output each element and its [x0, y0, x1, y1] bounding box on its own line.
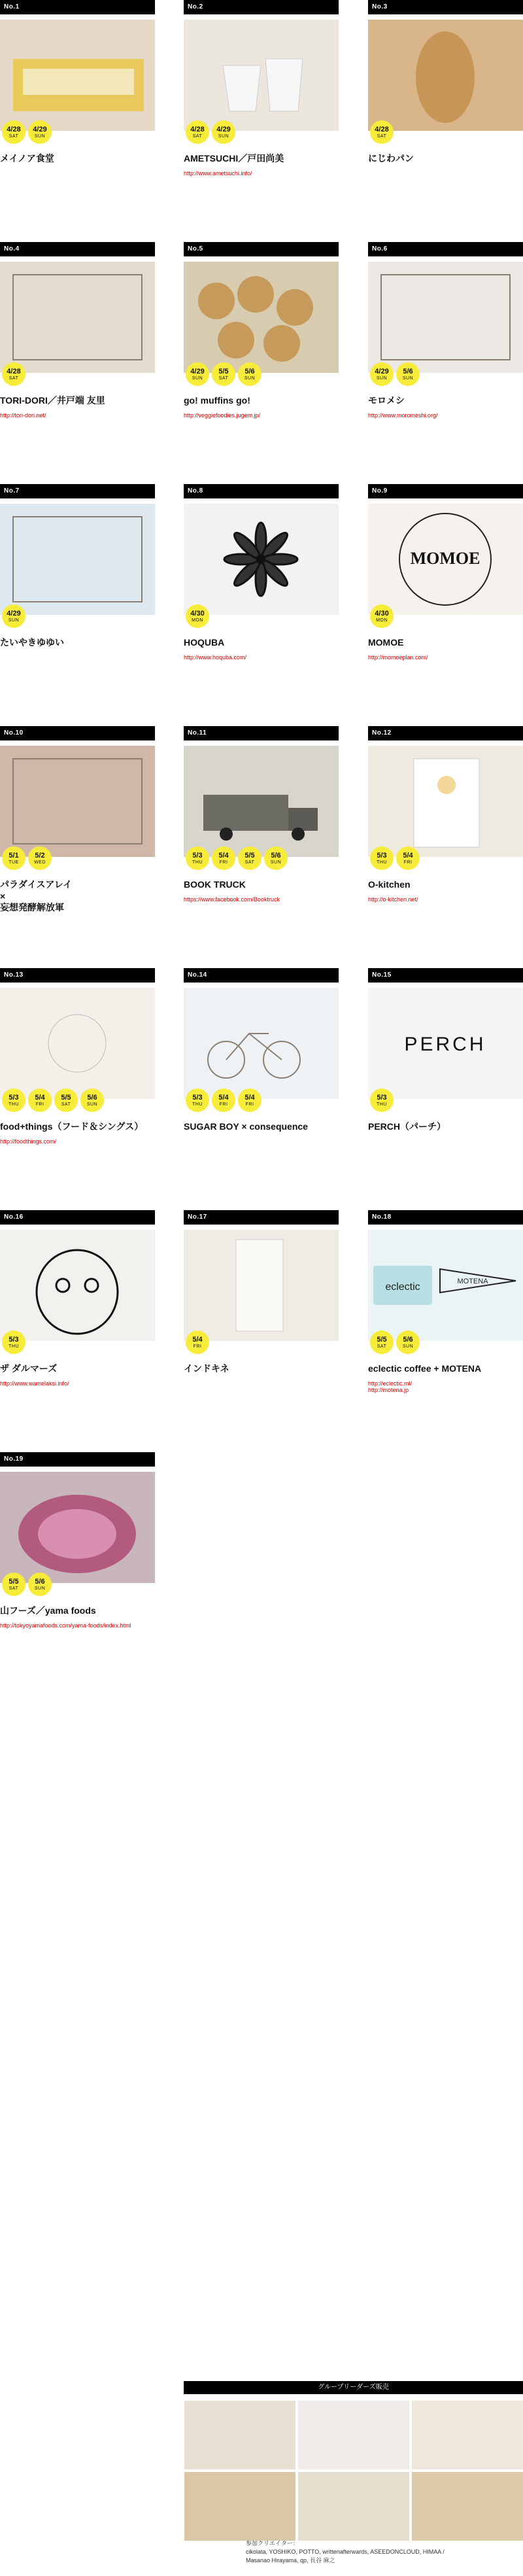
vendor-name: ザ ダルマーズ [0, 1363, 58, 1374]
date-day: 4/29 [375, 367, 389, 375]
date-badge [396, 1331, 420, 1354]
date-day: 4/29 [33, 125, 47, 133]
date-weekday: WED [34, 860, 46, 865]
date-badges [184, 120, 339, 147]
date-weekday: MON [376, 618, 388, 623]
date-badge [186, 362, 209, 386]
date-badges [0, 1573, 155, 1599]
date-badges [368, 1331, 523, 1357]
vendor-link[interactable]: http://www.wamelaksi.info/ [0, 1380, 69, 1387]
vendor-photo [368, 20, 523, 131]
vendor-photo [368, 1230, 523, 1341]
vendor-name: MOMOE [368, 637, 404, 648]
date-day: 5/6 [403, 367, 413, 375]
date-day: 5/3 [8, 1335, 19, 1344]
date-badge [370, 120, 394, 144]
date-weekday: SAT [192, 133, 203, 139]
vendor-card [184, 0, 339, 177]
date-day: 5/5 [245, 851, 255, 860]
date-weekday: FRI [245, 1102, 254, 1107]
vendor-card [368, 1210, 523, 1393]
date-day: 5/5 [8, 1577, 19, 1586]
vendor-photo [368, 746, 523, 857]
date-weekday: FRI [219, 860, 228, 865]
date-weekday: THU [377, 1102, 387, 1107]
card-number: No.2 [184, 0, 339, 14]
card-number: No.17 [184, 1210, 339, 1225]
vendor-photo [0, 1230, 155, 1341]
vendor-card [0, 1210, 155, 1387]
vendor-link[interactable]: http://www.ametsuchi.info/ [184, 169, 252, 177]
card-number: No.10 [0, 726, 155, 740]
svg-text:MOTENA: MOTENA [457, 1278, 488, 1285]
vendor-link[interactable]: http://o-kitchen.net/ [368, 896, 418, 903]
date-weekday: SUN [34, 133, 46, 139]
ceramic-cup-icon [184, 20, 339, 131]
vendor-card [368, 0, 523, 170]
vendor-link[interactable]: http://www.moromeshi.org/ [368, 411, 438, 419]
date-day: 5/5 [218, 367, 229, 375]
date-badges [368, 1088, 523, 1115]
date-weekday: FRI [35, 1102, 44, 1107]
date-badge [28, 846, 52, 870]
card-number: No.11 [184, 726, 339, 740]
vendor-card [184, 484, 339, 661]
date-badge [396, 846, 420, 870]
vendor-name: O-kitchen [368, 879, 411, 890]
vendor-link[interactable]: http://foodthings.com/ [0, 1138, 57, 1145]
date-badge [80, 1088, 104, 1112]
date-badge [2, 120, 25, 144]
date-badge [238, 846, 262, 870]
date-badges [0, 120, 155, 147]
svg-text:PERCH: PERCH [404, 1034, 486, 1055]
date-badge [212, 1088, 235, 1112]
truck-icon [184, 746, 339, 857]
date-day: 4/28 [190, 125, 205, 133]
date-day: 5/4 [218, 851, 229, 860]
card-number: No.16 [0, 1210, 155, 1225]
date-weekday: THU [377, 860, 387, 865]
date-weekday: THU [192, 860, 203, 865]
vendor-name: food+things（フード＆シングス） [0, 1121, 144, 1132]
date-weekday: MON [192, 618, 203, 623]
eclectic-logo-icon [368, 1230, 523, 1341]
date-weekday: SAT [8, 133, 19, 139]
date-weekday: SUN [376, 375, 388, 381]
group-sales-banner: グループリーダーズ販売 [184, 2381, 523, 2394]
group-photo [298, 2401, 409, 2469]
date-day: 4/28 [7, 125, 21, 133]
date-badge [370, 846, 394, 870]
vendor-photo [184, 20, 339, 131]
vendor-link[interactable]: http://www.hoquba.com/ [184, 653, 247, 661]
date-badge [212, 362, 235, 386]
date-day: 5/5 [377, 1335, 387, 1344]
date-badge [2, 362, 25, 386]
date-day: 5/4 [35, 1093, 45, 1102]
date-day: 4/30 [190, 609, 205, 618]
card-number: No.8 [184, 484, 339, 498]
vendor-name: AMETSUCHI／戸田尚美 [184, 153, 284, 164]
date-day: 5/4 [403, 851, 413, 860]
vendor-card [368, 968, 523, 1138]
vendor-card [0, 484, 155, 654]
svg-text:eclectic: eclectic [385, 1281, 420, 1293]
date-day: 5/4 [218, 1093, 229, 1102]
date-badges [0, 1331, 155, 1357]
vendor-photo [368, 988, 523, 1099]
vendor-name: にじわパン [368, 153, 414, 164]
vendor-photo [0, 262, 155, 373]
vendor-name: go! muffins go! [184, 395, 250, 406]
date-badge [28, 120, 52, 144]
date-weekday: SUN [402, 1344, 414, 1349]
perch-logo-icon [368, 988, 523, 1099]
vendor-photo [368, 262, 523, 373]
date-day: 5/2 [35, 851, 45, 860]
portrait-icon [368, 262, 523, 373]
vendor-card [184, 242, 339, 419]
date-badge [186, 604, 209, 628]
date-day: 5/4 [192, 1335, 203, 1344]
vendor-card [184, 726, 339, 903]
date-badge [238, 1088, 262, 1112]
card-number: No.19 [0, 1452, 155, 1467]
date-badges [368, 362, 523, 389]
vendor-photo [0, 20, 155, 131]
card-number: No.4 [0, 242, 155, 256]
vendor-card [368, 242, 523, 419]
group-photo [184, 2472, 295, 2541]
card-number: No.12 [368, 726, 523, 740]
vendor-name: PERCH（パーチ） [368, 1121, 447, 1132]
vendor-card [0, 242, 155, 419]
date-badges [184, 1088, 339, 1115]
bicycle-icon [184, 988, 339, 1099]
date-badge [28, 1573, 52, 1596]
group-photo [412, 2401, 523, 2469]
date-badge [396, 362, 420, 386]
bread-icon [368, 20, 523, 131]
vendor-name: HOQUBA [184, 637, 225, 648]
card-number: No.18 [368, 1210, 523, 1225]
card-number: No.7 [0, 484, 155, 498]
date-badges [368, 846, 523, 873]
date-weekday: SAT [61, 1102, 71, 1107]
date-day: 5/3 [192, 1093, 203, 1102]
vendor-link[interactable]: http://veggiefoodies.jugem.jp/ [184, 411, 261, 419]
vendor-card [0, 726, 155, 919]
date-day: 5/3 [8, 1093, 19, 1102]
vendor-name: メイノア食堂 [0, 153, 54, 164]
vendor-photo [184, 504, 339, 615]
date-weekday: THU [192, 1102, 203, 1107]
date-badge [238, 362, 262, 386]
date-badge [264, 846, 288, 870]
date-weekday: SUN [244, 375, 256, 381]
star-anise-icon [184, 504, 339, 615]
daruma-icon [0, 1230, 155, 1341]
vendor-name: たいやきゆゆい [0, 637, 64, 648]
date-badge [212, 120, 235, 144]
date-badge [54, 1088, 78, 1112]
vendor-card [0, 0, 155, 170]
date-badges [184, 846, 339, 873]
date-badge [370, 1331, 394, 1354]
date-day: 5/6 [403, 1335, 413, 1344]
vendor-card [184, 968, 339, 1138]
date-badge [2, 1088, 25, 1112]
date-badges [0, 604, 155, 631]
vendor-photo [184, 988, 339, 1099]
date-weekday: SUN [86, 1102, 98, 1107]
date-weekday: SAT [377, 1344, 387, 1349]
date-weekday: SAT [218, 375, 229, 381]
vendor-name: モロメシ [368, 395, 405, 406]
date-weekday: THU [8, 1344, 19, 1349]
vendor-name: インドキネ [184, 1363, 229, 1374]
card-number: No.3 [368, 0, 523, 14]
vendor-photo [0, 746, 155, 857]
card-number: No.1 [0, 0, 155, 14]
date-badge [370, 1088, 394, 1112]
group-photo [298, 2472, 409, 2541]
card-icon [368, 746, 523, 857]
date-weekday: SAT [8, 375, 19, 381]
date-day: 5/3 [192, 851, 203, 860]
vendor-link[interactable]: http://momoeplan.com/ [368, 653, 428, 661]
date-weekday: TUE [8, 860, 19, 865]
date-weekday: SUN [8, 618, 20, 623]
card-number: No.13 [0, 968, 155, 983]
vendor-card [368, 484, 523, 661]
vendor-photo [184, 1230, 339, 1341]
date-badge [370, 362, 394, 386]
date-weekday: THU [8, 1102, 19, 1107]
shop-stand-icon [0, 504, 155, 615]
date-badges [368, 120, 523, 147]
date-badge [370, 604, 394, 628]
date-weekday: FRI [219, 1102, 228, 1107]
vendor-link[interactable]: https://www.facebook.com/Booktruck [184, 896, 280, 903]
vendor-photo [0, 504, 155, 615]
vendor-card [184, 1210, 339, 1380]
vendor-card [0, 968, 155, 1145]
date-badge [186, 1088, 209, 1112]
food-truck-icon [0, 20, 155, 131]
date-badges [0, 846, 155, 873]
date-badges [0, 1088, 155, 1115]
date-weekday: SUN [270, 860, 282, 865]
date-weekday: SAT [377, 133, 387, 139]
date-day: 5/6 [87, 1093, 97, 1102]
svg-text:MOMOE: MOMOE [410, 549, 481, 568]
vendor-link[interactable]: http://eclectic.ml/ http://motena.jp [368, 1380, 413, 1393]
date-badge [186, 846, 209, 870]
date-day: 5/6 [245, 367, 255, 375]
date-badges [368, 604, 523, 631]
card-number: No.6 [368, 242, 523, 256]
vendor-name: BOOK TRUCK [184, 879, 246, 890]
date-day: 5/3 [377, 851, 387, 860]
vendor-photo [184, 746, 339, 857]
date-day: 4/29 [190, 367, 205, 375]
vendor-name: TORI-DORI／井戸端 友里 [0, 395, 105, 406]
date-badge [2, 1573, 25, 1596]
vendor-photo [368, 504, 523, 615]
vendor-link[interactable]: http://tori-dori.net/ [0, 411, 46, 419]
vendor-photo [184, 262, 339, 373]
date-weekday: FRI [193, 1344, 202, 1349]
date-badges [184, 604, 339, 631]
date-badge [2, 604, 25, 628]
date-day: 4/29 [7, 609, 21, 618]
date-day: 5/5 [61, 1093, 71, 1102]
vendor-card [0, 1452, 155, 1629]
date-weekday: SUN [34, 1586, 46, 1591]
muffin-icon [184, 262, 339, 373]
date-badges [184, 362, 339, 389]
date-badge [212, 846, 235, 870]
card-number: No.14 [184, 968, 339, 983]
vendor-photo [0, 988, 155, 1099]
card-number: No.9 [368, 484, 523, 498]
date-day: 4/28 [375, 125, 389, 133]
card-number: No.15 [368, 968, 523, 983]
vendor-name: 山フーズ／yama foods [0, 1605, 96, 1616]
fermented-food-icon [0, 746, 155, 857]
date-day: 4/29 [216, 125, 231, 133]
salad-icon [0, 1472, 155, 1583]
date-day: 5/1 [8, 851, 19, 860]
date-day: 5/6 [271, 851, 281, 860]
group-photo [412, 2472, 523, 2541]
group-photo [184, 2401, 295, 2469]
date-weekday: SUN [402, 375, 414, 381]
group-creators-text: 参加クリエイター： cikolata, YOSHIKO, POTTO, writtenafterwards, ASEEDONCLOUD, HIMAA / Masanao Hirayama, qp, 長谷 麻之 [246, 2540, 445, 2564]
market-stall-icon [0, 262, 155, 373]
date-weekday: SUN [218, 133, 229, 139]
group-gallery [184, 2401, 523, 2541]
vendor-link[interactable]: http://tokyoyamafoods.com/yama-foods/index.html [0, 1622, 131, 1629]
vendor-card [368, 726, 523, 903]
date-badge [2, 846, 25, 870]
date-badge [186, 120, 209, 144]
paper-tag-icon [184, 1230, 339, 1341]
vendor-photo [0, 1472, 155, 1583]
date-weekday: SUN [192, 375, 203, 381]
date-weekday: SAT [8, 1586, 19, 1591]
date-day: 5/6 [35, 1577, 45, 1586]
date-badge [28, 1088, 52, 1112]
date-badges [0, 362, 155, 389]
card-number: No.5 [184, 242, 339, 256]
date-badge [186, 1331, 209, 1354]
vendor-name: パラダイスアレイ × 妄想発酵解放軍 [0, 879, 73, 913]
date-day: 4/30 [375, 609, 389, 618]
momoe-logo-icon [368, 504, 523, 615]
date-badge [2, 1331, 25, 1354]
date-weekday: SAT [245, 860, 255, 865]
vendor-name: eclectic coffee + MOTENA [368, 1363, 482, 1374]
date-weekday: FRI [403, 860, 413, 865]
text-circle-icon [0, 988, 155, 1099]
date-day: 5/3 [377, 1093, 387, 1102]
vendor-name: SUGAR BOY × consequence [184, 1121, 308, 1132]
date-badges [184, 1331, 339, 1357]
date-day: 5/4 [245, 1093, 255, 1102]
date-day: 4/28 [7, 367, 21, 375]
